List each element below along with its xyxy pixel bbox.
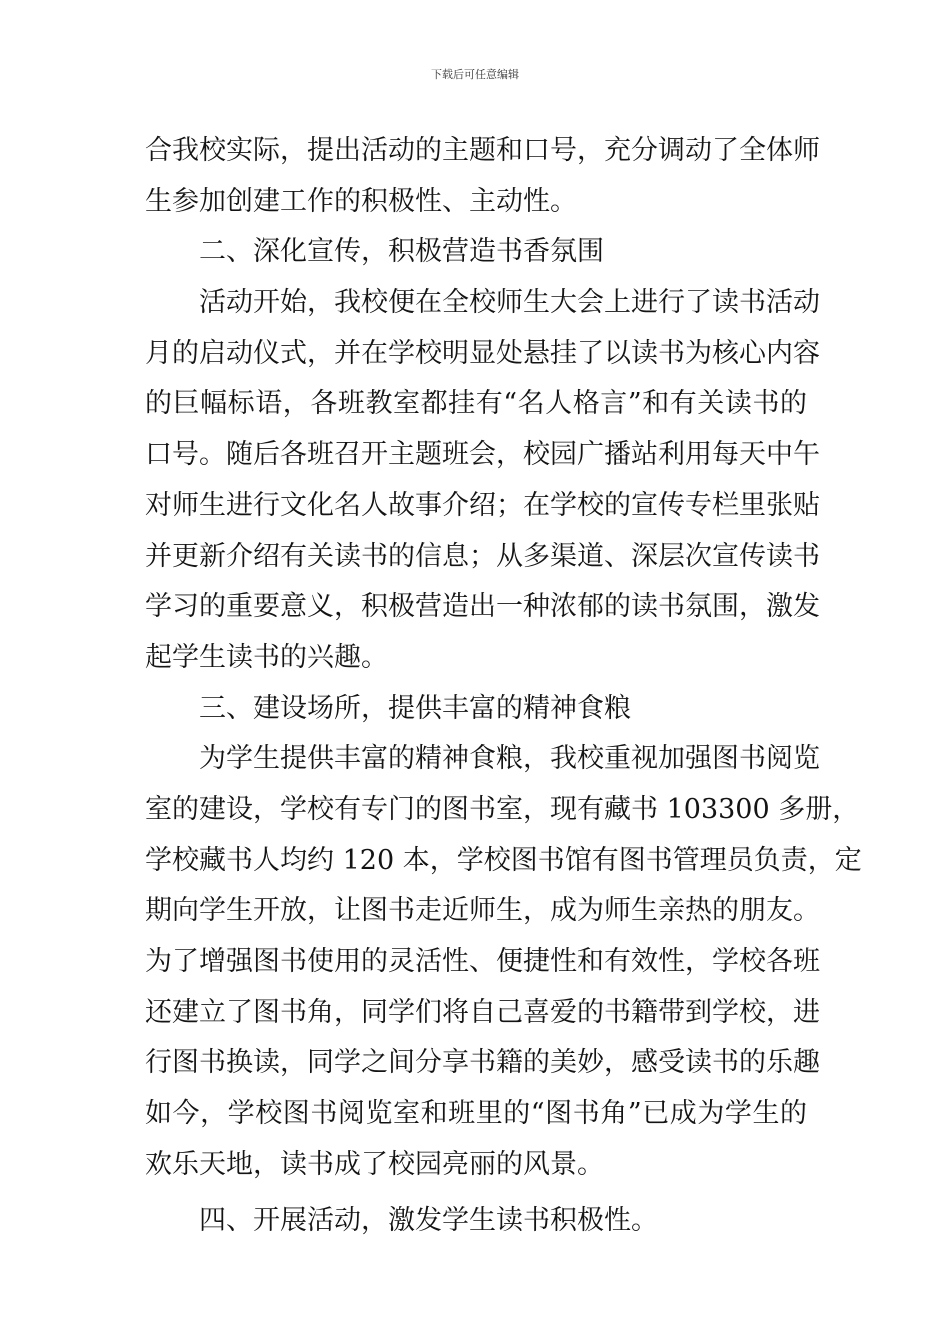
body-line: 合我校实际，提出活动的主题和口号，充分调动了全体师 [145,135,820,166]
body-line: 口号。随后各班召开主题班会，校园广播站利用每天中午 [145,439,820,471]
body-line: 并更新介绍有关读书的信息；从多渠道、深层次宣传读书 [145,540,820,572]
body-line: 室的建设，学校有专门的图书室，现有藏书 103300 多册， [145,793,860,825]
body-line: 的巨幅标语，各班教室都挂有“名人格言”和有关读书的 [145,388,807,420]
body-line: 如今，学校图书阅览室和班里的“图书角”已成为学生的 [145,1098,807,1130]
body-line: 学校藏书人均约 120 本，学校图书馆有图书管理员负责，定 [145,844,862,876]
body-line: 还建立了图书角，同学们将自己喜爱的书籍带到学校，进 [145,996,820,1028]
body-line: 月的启动仪式，并在学校明显处悬挂了以读书为核心内容 [145,337,820,369]
body-line: 行图书换读，同学之间分享书籍的美妙，感受读书的乐趣 [145,1047,820,1079]
section-heading: 四、开展活动，激发学生读书积极性。 [199,1205,658,1237]
body-line: 欢乐天地，读书成了校园亮丽的风景。 [145,1148,604,1180]
body-line: 活动开始，我校便在全校师生大会上进行了读书活动 [199,287,820,319]
body-line: 为学生提供丰富的精神食粮，我校重视加强图书阅览 [199,743,820,775]
section-heading: 二、深化宣传，积极营造书香氛围 [199,236,604,268]
document-body [145,128,862,1249]
body-line: 对师生进行文化名人故事介绍；在学校的宣传专栏里张贴 [145,489,820,521]
body-line: 期向学生开放，让图书走近师生，成为师生亲热的朋友。 [145,895,820,927]
body-line: 为了增强图书使用的灵活性、便捷性和有效性，学校各班 [145,946,820,977]
body-line: 学习的重要意义，积极营造出一种浓郁的读书氛围，激发 [145,591,820,623]
body-line: 起学生读书的兴趣。 [145,641,388,673]
page-header-note: 下载后可任意编辑 [431,68,519,81]
section-heading: 三、建设场所，提供丰富的精神食粮 [199,692,631,724]
body-line: 生参加创建工作的积极性、主动性。 [145,185,577,217]
